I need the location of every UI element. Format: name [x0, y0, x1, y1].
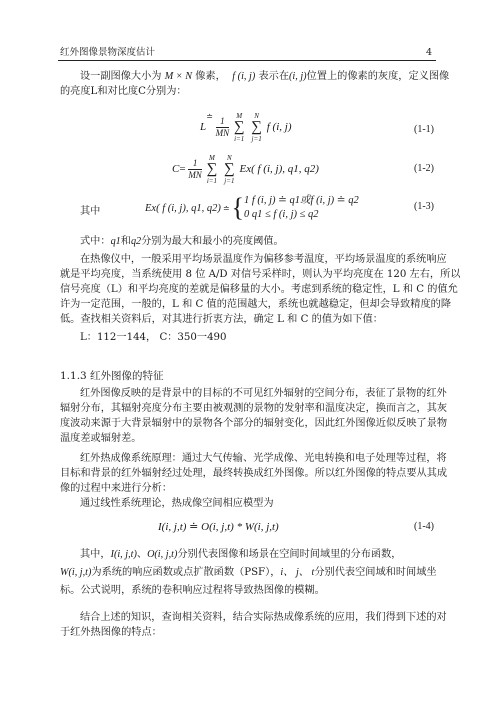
paragraph-line: 就是平均亮度，当系统使用 8 位 A/D 对信号采样时，则认为平均亮度在 120 左右，所以 — [60, 269, 461, 280]
paragraph-summary — [60, 610, 447, 640]
paragraph-line: 信号亮度（L）和平均亮度的差就是偏移量的大小。考虑到系统的稳定性，L 和 C 的值允 — [60, 284, 458, 295]
equation-number: (1-3) — [414, 201, 434, 212]
paragraph-line: 通过线性系统理论，热成像空间相应模型为 — [80, 498, 274, 509]
fraction: $\frac{1}{MN}$ — [188, 158, 202, 180]
equation-1-2: C= $\frac{1}{MN}$ M ∑ i=1 N ∑ j=1 Ex( f (i, j), q1, q2) — [172, 154, 319, 185]
paragraph-line: 辐射分布，其辐射亮度分布主要由被观测的景物的发射率和温度决定，换而言之，其灰 — [60, 403, 448, 414]
fraction: $\frac{1}{MN}$ — [215, 116, 230, 138]
summation: M ∑ i=1 — [206, 154, 218, 185]
summation: N ∑ j=1 — [224, 154, 235, 185]
paragraph-line: 低。查找相关资料后，对其进行折衷方法，确定 L 和 C 的值为如下值： — [60, 314, 383, 325]
page-number: 4 — [425, 47, 432, 58]
paragraph-thermal-camera — [60, 252, 461, 345]
section-heading: 1.1.3 红外图像的特征 — [60, 370, 164, 382]
paragraph-line: 式中：q1和q2分别为最大和最小的亮度阈值。 — [80, 236, 284, 247]
equation-1-3: Ex( f (i, j), q1, q2) ≐{ 1 f (i, j) ≐ q1或f (i, j) ≐ q2 0 q1 ≤ f (i, j) ≤ q2 — [145, 193, 359, 222]
paragraph-line: 温度差或辐射差。 — [60, 433, 142, 444]
summation: M ∑ i=1 — [233, 112, 245, 143]
paragraph-line: 目标和背景的红外辐射经过处理，最终转换成红外图像。所以红外图像的特点要从其成 — [60, 468, 448, 479]
paragraph-threshold — [60, 234, 436, 249]
paragraph-line: 设一副图像大小为 M × N 像素， f (i, j) 表示在(i, j)位置上的像素的灰度，定义图像 — [80, 71, 450, 82]
header-rule — [58, 60, 436, 61]
paragraph-definition — [60, 69, 450, 99]
header-title: 红外图像景物深度估计 — [60, 47, 156, 58]
case-line: 1 f (i, j) ≐ q1或f (i, j) ≐ q2 — [244, 195, 359, 206]
paragraph-line: 的亮度L和对比度C分别为： — [60, 86, 187, 97]
summation: N ∑ j=1 — [251, 112, 262, 143]
paragraph-line: 红外图像反映的是背景中的目标的不可见红外辐射的空间分布，表征了景物的红外 — [80, 388, 447, 399]
paragraph-imaging-principle — [60, 451, 448, 511]
paragraph-line: W(i, j,t)为系统的响应函数或点扩散函数（PSF），i、 j、 t分别代表空间域和时间域坐 — [60, 567, 437, 578]
paragraph-distribution — [60, 546, 436, 600]
equation-1-4: I(i, j,t) ≐ O(i, j,t) * W(i, j,t) — [158, 521, 279, 533]
paragraph-line: 在热像仪中，一般采用平均场景温度作为偏移参考温度，平均场景温度的系统响应 — [80, 254, 447, 265]
paragraph-line: 度波动来源于大背景辐射中的景物各个部分的辐射变化，因此红外图像近似反映了景物 — [60, 418, 448, 429]
equation-1-1: L≐ $\frac{1}{MN}$ M ∑ i=1 N ∑ j=1 f (i, j) — [200, 112, 292, 143]
paragraph-line: 像的过程中来进行分析： — [60, 483, 173, 494]
paragraph-line: 结合上述的知识，查询相关资料，结合实际热成像系统的应用，我们得到下述的对 — [80, 612, 447, 623]
equation-prefix: 其中 — [80, 206, 101, 217]
equation-number: (1-4) — [414, 521, 434, 532]
paragraph-line: 于红外热图像的特点： — [60, 627, 162, 638]
equation-number: (1-2) — [414, 163, 434, 174]
running-header — [60, 44, 432, 58]
range-line: L：112一144， C：350一490 — [80, 332, 227, 343]
paragraph-line: 其中，I(i, j,t)、O(i, j,t)分别代表图像和场景在空间时间域里的分布函数， — [80, 549, 402, 560]
paragraph-ir-image — [60, 386, 448, 446]
paragraph-line: 许为一定范围，一般的，L 和 C 值的范围越大，系统也就越稳定，但却会导致精度的降 — [60, 299, 452, 310]
case-line: 0 q1 ≤ f (i, j) ≤ q2 — [244, 209, 319, 220]
equation-number: (1-1) — [414, 124, 434, 135]
paragraph-line: 红外热成像系统原理：通过大气传输、光学成像、光电转换和电子处理等过程，将 — [80, 453, 447, 464]
paragraph-line: 标。公式说明，系统的卷积响应过程将导致热图像的模糊。 — [60, 585, 325, 596]
